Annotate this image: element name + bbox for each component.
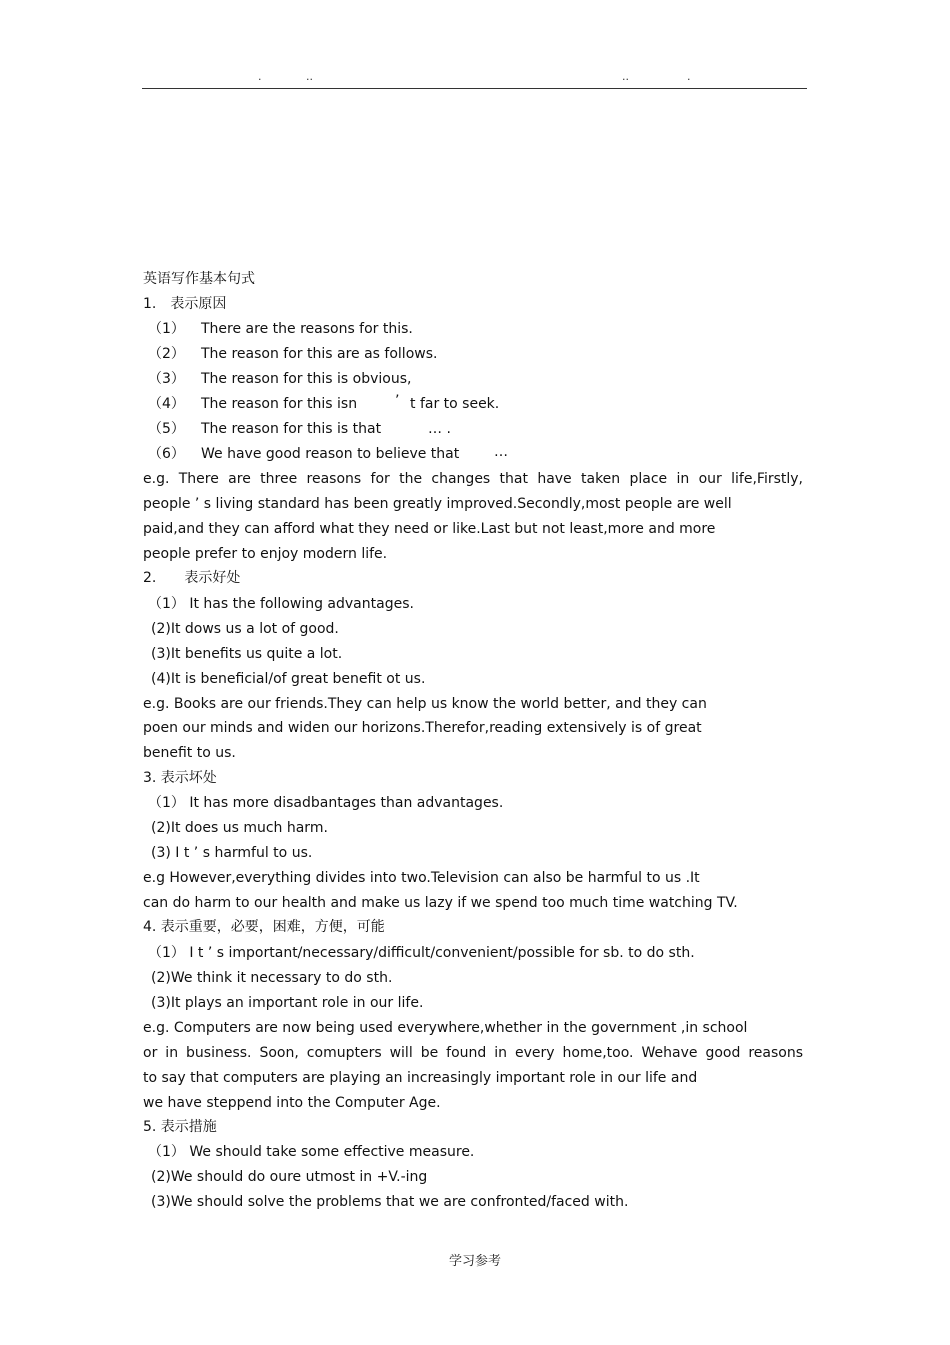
apostrophe-mark: ’ <box>395 393 400 409</box>
example-line: we have steppend into the Computer Age. <box>143 1095 441 1111</box>
list-item: (2)We should do oure utmost in +V.-ing <box>151 1169 428 1185</box>
ellipsis-text: … . <box>428 421 451 437</box>
item-text: There are the reasons for this. <box>201 321 413 337</box>
example-line: e.g However,everything divides into two.Television can also be harmful to us .It <box>143 870 700 886</box>
item-number: （3） <box>148 371 185 387</box>
header-mark: . <box>687 70 691 83</box>
item-number: （6） <box>148 446 185 462</box>
list-item: (2)It does us much harm. <box>151 820 328 836</box>
section-heading: 1. 表示原因 <box>143 296 227 312</box>
item-text: The reason for this are as follows. <box>201 346 438 362</box>
example-line: people ’ s living standard has been greatly improved.Secondly,most people are well <box>143 496 732 512</box>
item-number: （4） <box>148 396 185 412</box>
header-mark: .. <box>306 70 313 83</box>
example-line: or in business. Soon, comupters will be found in every home,too. Wehave good reasons <box>143 1045 803 1061</box>
item-text-continued: t far to seek. <box>410 396 500 412</box>
running-header <box>142 70 807 89</box>
item-number: （2） <box>148 346 185 362</box>
list-item: （1） It has the following advantages. <box>148 596 414 612</box>
header-mark: .. <box>622 70 629 83</box>
page-footer: 学习参考 <box>448 1254 501 1269</box>
example-line: people prefer to enjoy modern life. <box>143 546 388 562</box>
list-item: (2)It dows us a lot of good. <box>151 621 339 637</box>
list-item: (3)We should solve the problems that we are confronted/faced with. <box>151 1194 629 1210</box>
item-number: （5） <box>148 421 185 437</box>
list-item: (4)It is beneficial/of great benefit ot us. <box>151 671 426 687</box>
section-heading: 3. 表示坏处 <box>143 770 217 786</box>
section-heading: 2. 表示好处 <box>143 570 241 586</box>
example-line: can do harm to our health and make us lazy if we spend too much time watching TV. <box>143 895 738 911</box>
list-item: (3)It plays an important role in our life. <box>151 995 424 1011</box>
example-line: paid,and they can afford what they need or like.Last but not least,more and more <box>143 521 716 537</box>
example-line: benefit to us. <box>143 745 236 761</box>
item-text: The reason for this is that <box>201 421 382 437</box>
item-text: We have good reason to believe that <box>201 446 460 462</box>
list-item: (3)It benefits us quite a lot. <box>151 646 343 662</box>
example-line: e.g. Books are our friends.They can help us know the world better, and they can <box>143 696 707 712</box>
list-item: (2)We think it necessary to do sth. <box>151 970 393 986</box>
list-item: （1） I t ’ s important/necessary/difficult/convenient/possible for sb. to do sth. <box>148 945 695 961</box>
item-text: The reason for this is obvious, <box>201 371 412 387</box>
list-item: (3) I t ’ s harmful to us. <box>151 845 313 861</box>
section-heading: 5. 表示措施 <box>143 1119 217 1135</box>
header-mark: . <box>258 70 262 83</box>
example-line: e.g. Computers are now being used everywhere,whether in the government ,in school <box>143 1020 748 1036</box>
ellipsis-text: … <box>494 444 508 460</box>
section-heading: 4. 表示重要，必要，困难，方便，可能 <box>143 919 385 935</box>
item-number: （1） <box>148 321 185 337</box>
document-title: 英语写作基本句式 <box>143 271 255 287</box>
list-item: （1） We should take some effective measure. <box>148 1144 475 1160</box>
example-line: e.g. There are three reasons for the changes that have taken place in our life,Firstly, <box>143 471 803 487</box>
item-text: The reason for this isn <box>201 396 358 412</box>
example-line: to say that computers are playing an increasingly important role in our life and <box>143 1070 698 1086</box>
example-line: poen our minds and widen our horizons.Therefor,reading extensively is of great <box>143 720 702 736</box>
list-item: （1） It has more disadbantages than advantages. <box>148 795 504 811</box>
